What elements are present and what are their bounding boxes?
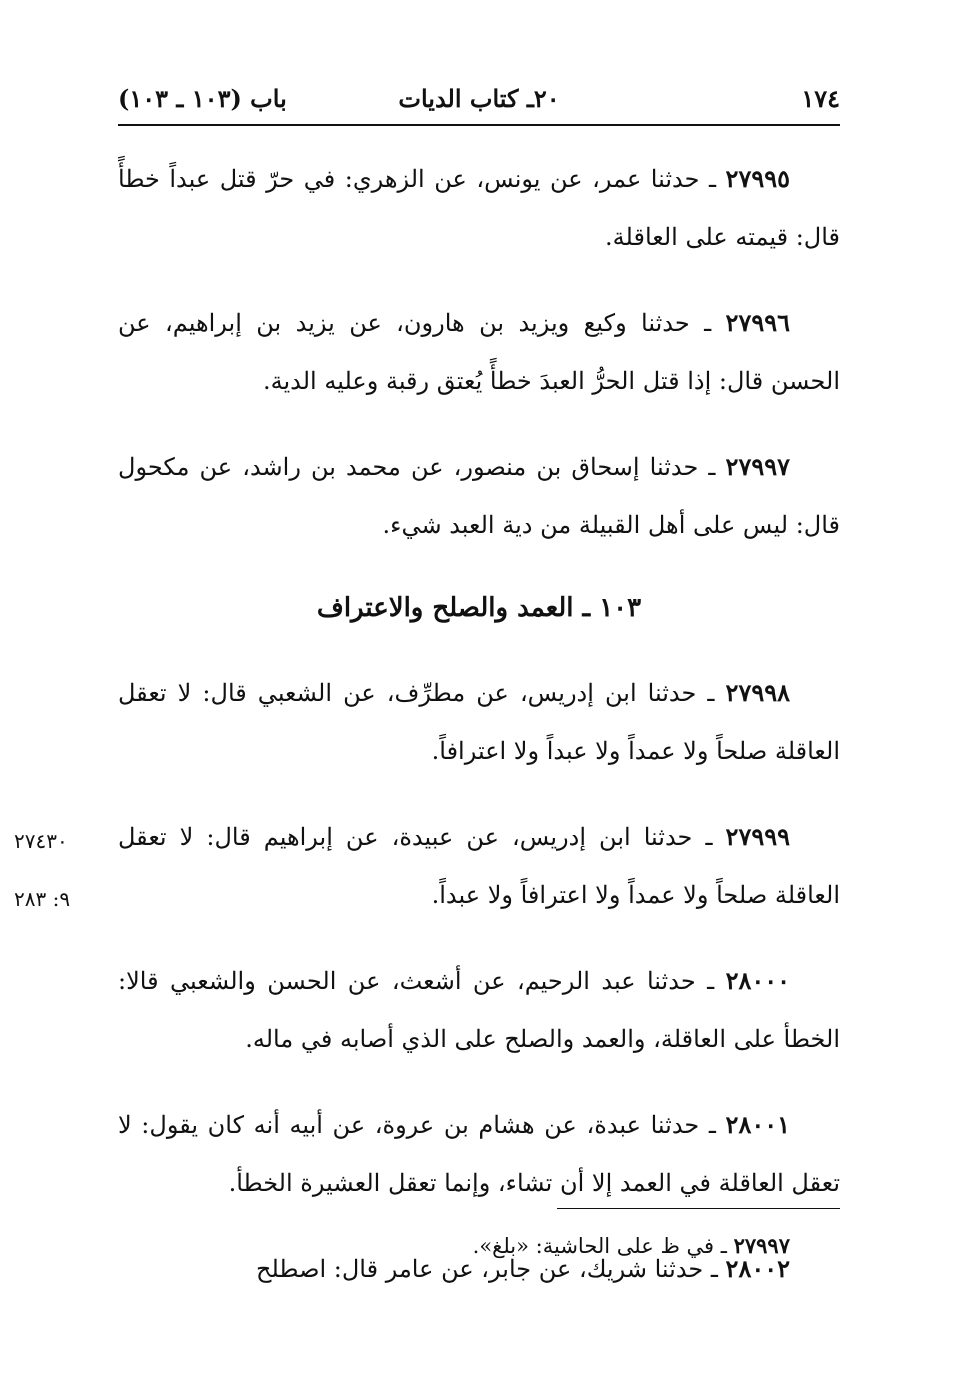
header-divider [118, 124, 840, 126]
hadith-27997 [118, 438, 840, 554]
margin-references [14, 812, 114, 928]
chapter-title: ٢٠ـ كتاب الديات [398, 84, 560, 113]
footnote-text: ـ في ظ على الحاشية: «بلغ». [472, 1234, 734, 1258]
margin-ref-1: ٢٧٤٣٠ [14, 829, 68, 853]
hadith-28000 [118, 952, 840, 1068]
footnote [300, 1226, 790, 1266]
hadith-text: ـ حدثنا شريك، عن جابر، عن عامر قال: اصطلح [255, 1255, 726, 1283]
chapter-range: باب (١٠٣ ـ ١٠٣) [118, 84, 287, 113]
hadith-number: ٢٨٠٠١ [725, 1110, 790, 1139]
hadith-text: ـ حدثنا عبد الرحيم، عن أشعث، عن الحسن والشعبي قالا: الخطأ على العاقلة، والعمد والصلح على الذي أصابه في ماله. [118, 967, 840, 1053]
page-body [14, 150, 840, 1326]
hadith-27999 [14, 808, 840, 924]
hadith-number: ٢٧٩٩٥ [725, 164, 790, 193]
hadith-number: ٢٧٩٩٦ [725, 308, 790, 337]
section-heading: ١٠٣ ـ العمد والصلح والاعتراف [316, 593, 642, 623]
hadith-number: ٢٧٩٩٧ [725, 452, 790, 481]
page-number: ١٧٤ [801, 84, 840, 113]
hadith-text: ـ حدثنا عمر، عن يونس، عن الزهري: في حرّ قتل عبداً خطأً قال: قيمته على العاقلة. [118, 165, 840, 251]
hadith-number: ٢٧٩٩٩ [725, 822, 790, 851]
hadith-text: ـ حدثنا ابن إدريس، عن عبيدة، عن إبراهيم قال: لا تعقل العاقلة صلحاً ولا عمداً ولا اعترافاً ولا عبداً. [118, 823, 840, 909]
hadith-number: ٢٧٩٩٨ [725, 678, 790, 707]
hadith-number: ٢٨٠٠٢ [725, 1254, 790, 1283]
hadith-text: ـ حدثنا عبدة، عن هشام بن عروة، عن أبيه أنه كان يقول: لا تعقل العاقلة في العمد إلا أن تشاء، وإنما تعقل العشيرة الخطأ. [118, 1111, 840, 1197]
hadith-number: ٢٨٠٠٠ [725, 966, 791, 995]
hadith-27995 [118, 150, 840, 266]
hadith-text: ـ حدثنا وكيع ويزيد بن هارون، عن يزيد بن إبراهيم، عن الحسن قال: إذا قتل الحرُّ العبدَ خطأً يُعتق رقبة وعليه الدية. [118, 309, 840, 395]
margin-ref-2: ٩: ٢٨٣ [14, 887, 71, 911]
hadith-27996 [118, 294, 840, 410]
page-header [118, 78, 840, 122]
hadith-27998 [118, 664, 840, 780]
hadith-text: ـ حدثنا إسحاق بن منصور، عن محمد بن راشد، عن مكحول قال: ليس على أهل القبيلة من دية العبد شيء. [118, 453, 840, 539]
footnote-number: ٢٧٩٩٧ [733, 1233, 790, 1258]
hadith-text: ـ حدثنا ابن إدريس، عن مطرِّف، عن الشعبي قال: لا تعقل العاقلة صلحاً ولا عمداً ولا عبداً ولا اعترافاً. [118, 679, 840, 765]
footnote-divider [557, 1208, 840, 1209]
hadith-28001 [118, 1096, 840, 1212]
